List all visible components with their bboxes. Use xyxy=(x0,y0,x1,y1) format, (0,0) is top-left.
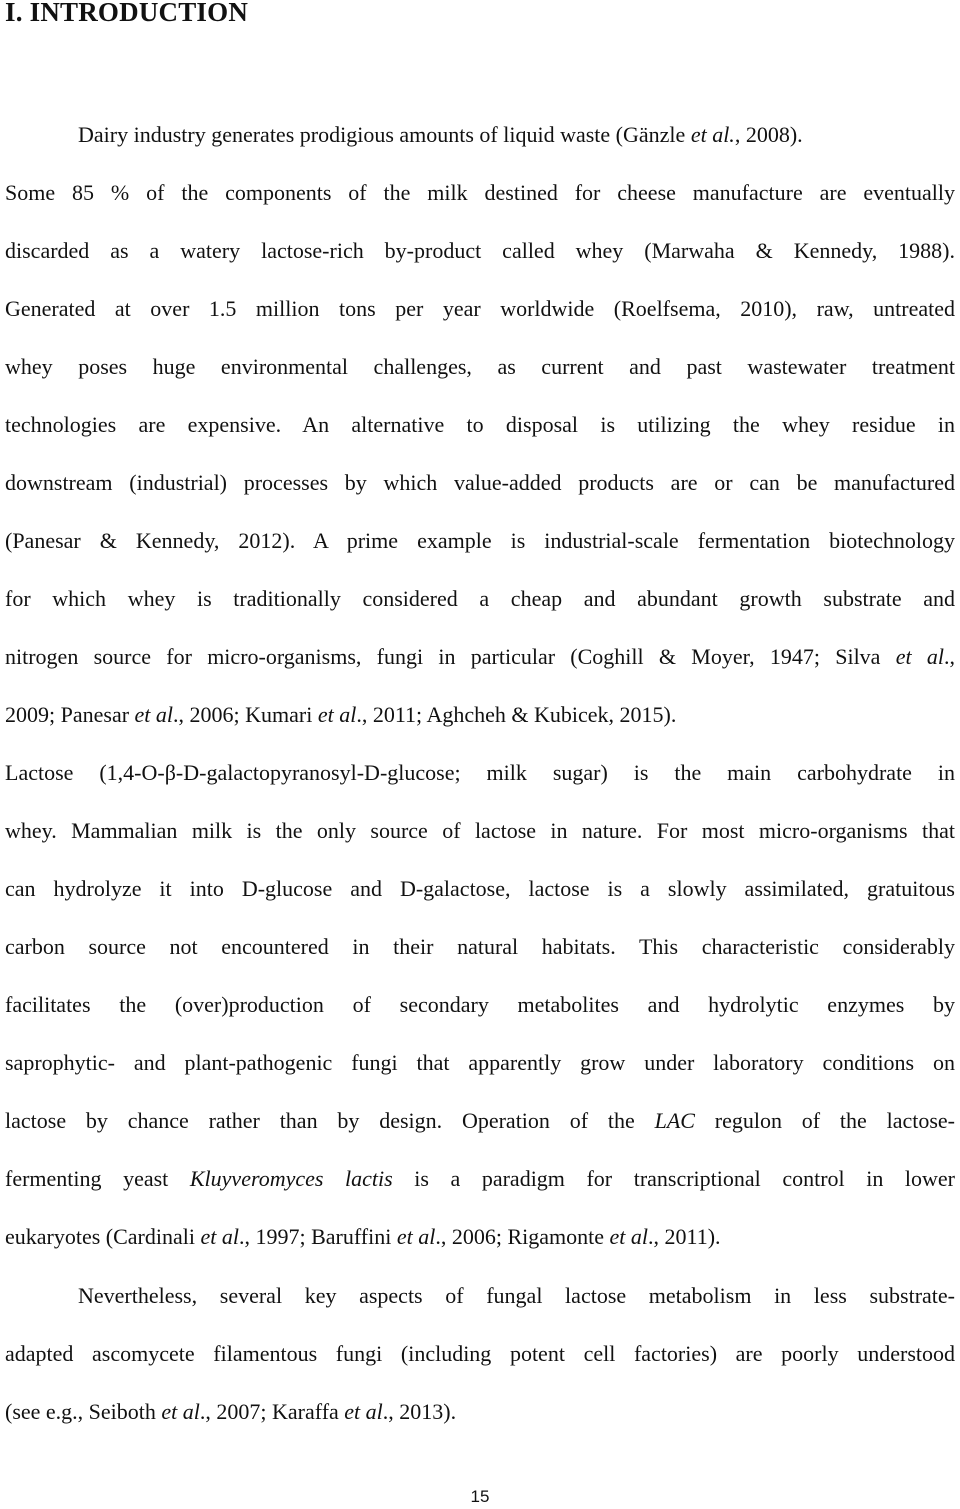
text-run: 2009; Panesar xyxy=(5,702,135,727)
text-run: ., 2006; Kumari xyxy=(173,702,318,727)
italic-text: et al. xyxy=(690,122,735,147)
paragraph-line xyxy=(5,990,955,1020)
text-run: ., 2011). xyxy=(648,1224,721,1249)
text-run: eukaryotes (Cardinali xyxy=(5,1224,201,1249)
paragraph-line xyxy=(78,1281,955,1311)
paragraph-line xyxy=(5,932,955,962)
text-run: ., xyxy=(943,644,955,669)
paragraph-line xyxy=(5,816,955,846)
text-run: nitrogen source for micro-organisms, fungi in particular (Coghill & Moyer, 1947; Silva xyxy=(5,644,896,669)
text-run: ., 2011; Aghcheh & Kubicek, 2015). xyxy=(356,702,677,727)
text-run: carbon source not encountered in their natural habitats. This characteristic considerably xyxy=(5,934,955,959)
paragraph-line xyxy=(5,874,955,904)
italic-text: LAC xyxy=(654,1108,695,1133)
italic-text: Kluyveromyces lactis xyxy=(189,1166,393,1191)
text-run: ., 2007; Karaffa xyxy=(199,1399,345,1424)
paragraph-line xyxy=(5,468,955,498)
italic-text: et al xyxy=(344,1399,383,1424)
paragraph-line xyxy=(5,178,955,208)
text-run: whey. Mammalian milk is the only source of lactose in nature. For most micro-organisms that xyxy=(5,818,955,843)
paragraph-line xyxy=(5,352,955,382)
text-run: can hydrolyze it into D-glucose and D-galactose, lactose is a slowly assimilated, gratuitous xyxy=(5,876,955,901)
italic-text: et al xyxy=(134,702,174,727)
italic-text: et al xyxy=(200,1224,239,1249)
text-run: saprophytic- and plant-pathogenic fungi that apparently grow under laboratory conditions on xyxy=(5,1050,955,1075)
text-run: whey poses huge environmental challenges, as current and past wastewater treatment xyxy=(5,354,955,379)
text-run: Lactose (1,4-O-β-D-galactopyranosyl-D-glucose; milk sugar) is the main carbohydrate in xyxy=(5,760,955,785)
text-run: lactose by chance rather than by design. Operation of the xyxy=(5,1108,655,1133)
text-run: adapted ascomycete filamentous fungi (including potent cell factories) are poorly understood xyxy=(5,1341,955,1366)
text-run: ., 1997; Baruffini xyxy=(239,1224,397,1249)
text-run: (see e.g., Seiboth xyxy=(5,1399,162,1424)
paragraph-line xyxy=(5,1106,955,1136)
paragraph-line xyxy=(5,526,955,556)
italic-text: et al xyxy=(317,702,357,727)
paragraph-line xyxy=(5,584,955,614)
text-run: technologies are expensive. An alternative to disposal is utilizing the whey residue in xyxy=(5,412,955,437)
paragraph-line xyxy=(5,1222,955,1252)
text-run: for which whey is traditionally considered a cheap and abundant growth substrate and xyxy=(5,586,955,611)
text-run: is a paradigm for transcriptional control in lower xyxy=(392,1166,956,1191)
section-heading: I. INTRODUCTION xyxy=(5,0,249,27)
text-run: Dairy industry generates prodigious amounts of liquid waste (Gänzle xyxy=(78,122,691,147)
italic-text: et al xyxy=(396,1224,436,1249)
text-run: downstream (industrial) processes by which value-added products are or can be manufactured xyxy=(5,470,955,495)
text-run: ., 2013). xyxy=(382,1399,457,1424)
paragraph-line xyxy=(5,642,955,672)
text-run: Nevertheless, several key aspects of fungal lactose metabolism in less substrate- xyxy=(78,1283,955,1308)
text-run: (Panesar & Kennedy, 2012). A prime example is industrial-scale fermentation biotechnology xyxy=(5,528,955,553)
paragraph-line xyxy=(5,1397,955,1427)
paragraph-line xyxy=(5,294,955,324)
text-run: fermenting yeast xyxy=(5,1166,190,1191)
paragraph-line xyxy=(5,700,955,730)
text-run: facilitates the (over)production of secondary metabolites and hydrolytic enzymes by xyxy=(5,992,955,1017)
page-number: 15 xyxy=(470,1487,490,1506)
paragraph-line xyxy=(78,120,955,150)
paragraph-line xyxy=(5,758,955,788)
paragraph-line xyxy=(5,236,955,266)
text-run: regulon of the lactose- xyxy=(694,1108,956,1133)
paragraph-line xyxy=(5,410,955,440)
text-run: , 2008). xyxy=(734,122,803,147)
italic-text: et al xyxy=(161,1399,200,1424)
paragraph-line xyxy=(5,1339,955,1369)
italic-text: et al xyxy=(609,1224,649,1249)
text-run: Some 85 % of the components of the milk destined for cheese manufacture are eventually xyxy=(5,180,955,205)
italic-text: et al xyxy=(895,644,944,669)
text-run: Generated at over 1.5 million tons per year worldwide (Roelfsema, 2010), raw, untreated xyxy=(5,296,955,321)
paragraph-line xyxy=(5,1164,955,1194)
text-run: ., 2006; Rigamonte xyxy=(435,1224,610,1249)
paragraph-line xyxy=(5,1048,955,1078)
text-run: discarded as a watery lactose-rich by-product called whey (Marwaha & Kennedy, 1988). xyxy=(5,238,955,263)
